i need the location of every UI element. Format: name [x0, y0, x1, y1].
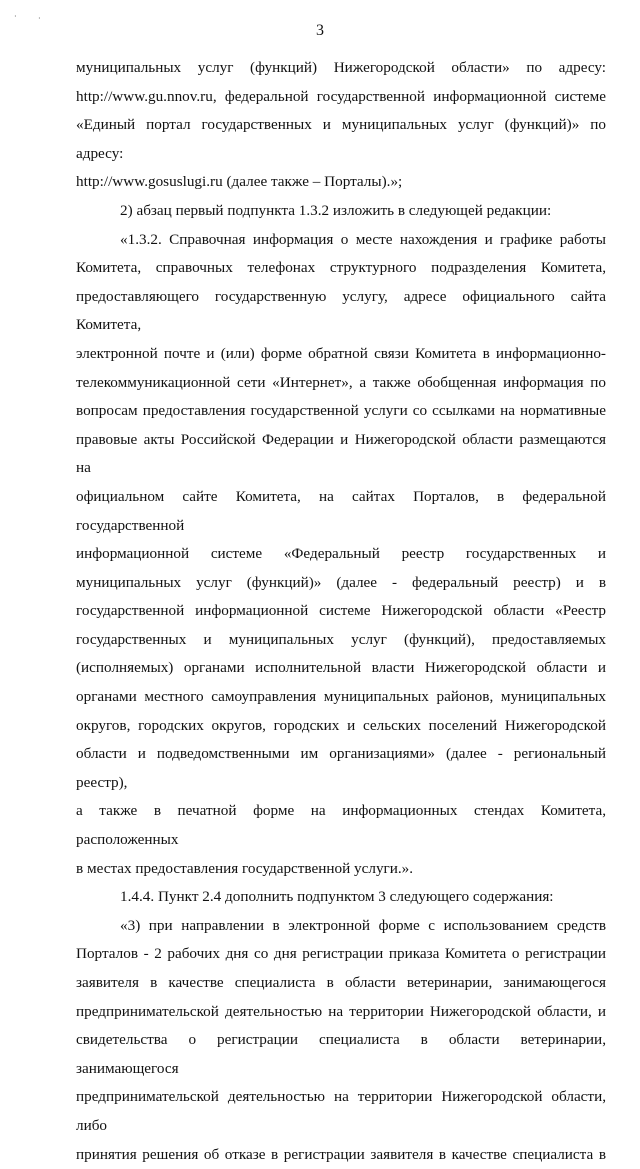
text-line: а также в печатной форме на информационных стендах Комитета, расположенных — [76, 802, 606, 849]
text-line: предоставляющего государственную услугу, адресе официального сайта Комитета, — [76, 287, 606, 334]
scan-artifact: · — [14, 12, 17, 21]
text-line: государственной информационной системе Нижегородской области «Реестр — [76, 602, 606, 620]
text-line: «3) при направлении в электронной форме с использованием средств — [120, 916, 606, 934]
text-line: Порталов - 2 рабочих дня со дня регистрации приказа Комитета о регистрации — [76, 945, 606, 963]
text-line: округов, городских округов, городских и сельских поселений Нижегородской — [76, 716, 606, 734]
text-line: государственных и муниципальных услуг (функций), предоставляемых — [76, 630, 606, 648]
text-line: свидетельства о регистрации специалиста в области ветеринарии, занимающегося — [76, 1031, 606, 1077]
text-line: информационной системе «Федеральный реестр государственных и — [76, 545, 606, 563]
text-line: вопросам предоставления государственной услуги со ссылками на нормативные — [76, 402, 606, 420]
text-line: правовые акты Российской Федерации и Нижегородской области размещаются на — [76, 430, 606, 477]
text-line: муниципальных услуг (функций) Нижегородской области» по адресу: — [76, 59, 606, 76]
text-line: электронной почте и (или) форме обратной связи Комитета в информационно- — [76, 344, 606, 362]
text-line: области и подведомственными им организациями» (далее - региональный реестр), — [76, 745, 606, 791]
paragraph — [76, 912, 606, 1169]
text-line: (исполняемых) органами исполнительной власти Нижегородской области и — [76, 659, 606, 677]
text-line: Комитета, справочных телефонах структурного подразделения Комитета, — [76, 259, 606, 277]
text-line: «1.3.2. Справочная информация о месте нахождения и графике работы — [120, 230, 606, 248]
text-line: телекоммуникационной сети «Интернет», а также обобщенная информация по — [76, 373, 606, 391]
text-line: http://www.gu.nnov.ru, федеральной государственной информационной системе — [76, 87, 606, 105]
paragraph — [76, 197, 606, 226]
page-number: 3 — [316, 22, 324, 39]
text-line: заявителя в качестве специалиста в области ветеринарии, занимающегося — [76, 974, 606, 991]
text-line: муниципальных услуг (функций)» (далее - федеральный реестр) и в — [76, 573, 606, 591]
document-body — [76, 54, 606, 1169]
text-line: официальном сайте Комитета, на сайтах Порталов, в федеральной государственной — [76, 487, 606, 534]
paragraph — [76, 883, 606, 912]
text-line: органами местного самоуправления муниципальных районов, муниципальных — [76, 688, 606, 706]
text-line: в местах предоставления государственной услуги.». — [76, 859, 414, 877]
text-line: предпринимательской деятельностью на территории Нижегородской области, и — [76, 1002, 606, 1020]
text-line: принятия решения об отказе в регистрации заявителя в качестве специалиста в — [76, 1145, 606, 1163]
paragraph — [76, 54, 606, 197]
text-line: http://www.gosuslugi.ru (далее также – Порталы).»; — [76, 173, 403, 191]
text-line: предпринимательской деятельностью на территории Нижегородской области, либо — [76, 1088, 606, 1134]
paragraph — [76, 226, 606, 884]
text-line: 2) абзац первый подпункта 1.3.2 изложить в следующей редакции: — [120, 201, 552, 219]
text-line: «Единый портал государственных и муниципальных услуг (функций)» по адресу: — [76, 116, 606, 162]
scan-artifact: · — [38, 14, 41, 23]
text-line: 1.4.4. Пункт 2.4 дополнить подпунктом 3 следующего содержания: — [120, 888, 554, 906]
